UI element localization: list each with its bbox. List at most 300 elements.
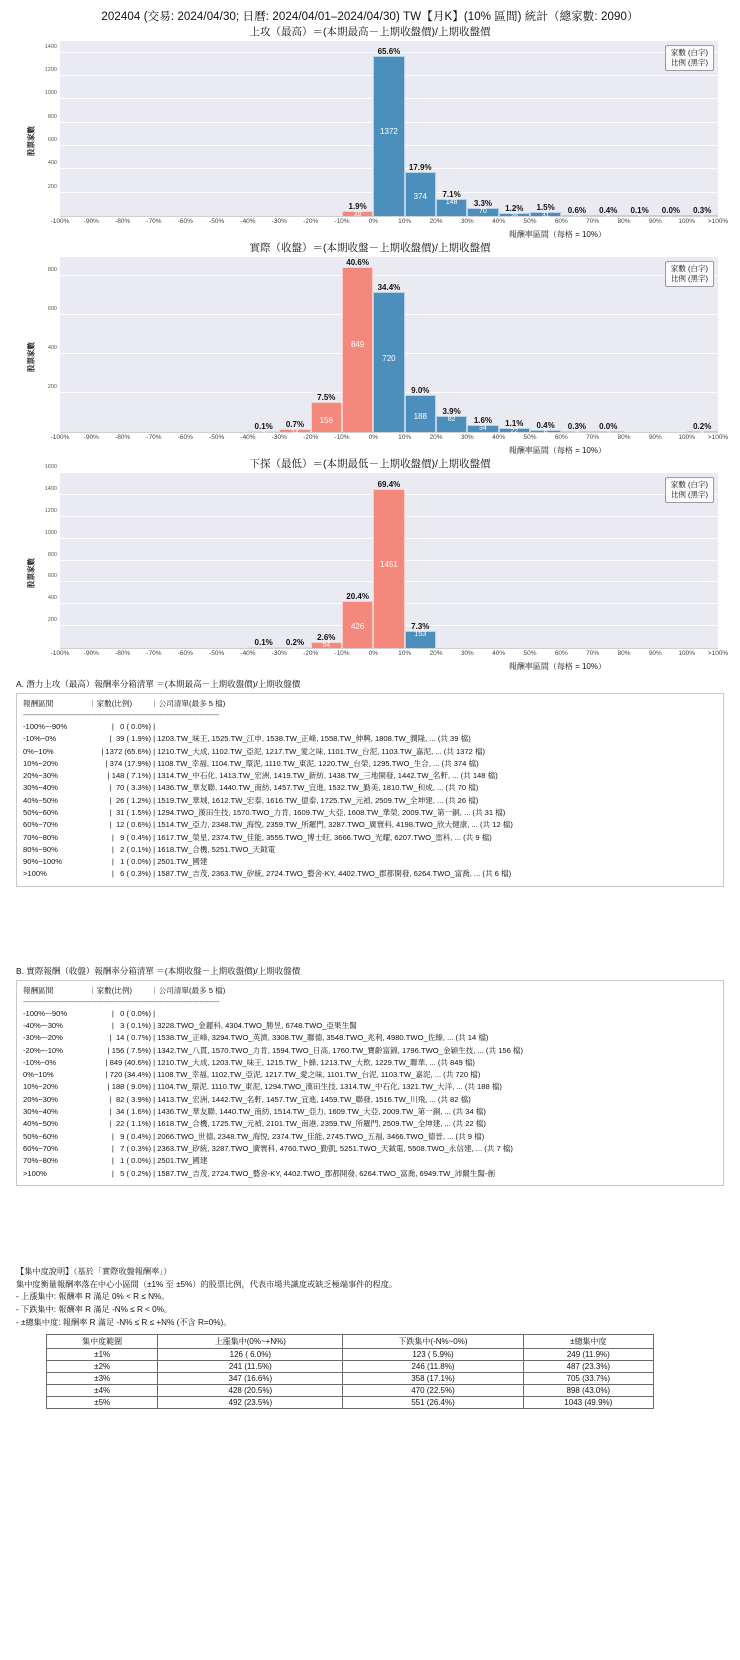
x-tick-label: -30% (271, 218, 287, 225)
bar-bin[interactable] (342, 473, 373, 648)
bar-bin[interactable] (436, 41, 467, 216)
bar[interactable] (405, 622, 436, 648)
section-a-box (16, 693, 724, 887)
section-b-divider: ---------------------------------------------------------------------------------------- (23, 997, 220, 1007)
bin-row (23, 1057, 717, 1069)
x-tick-label: >100% (707, 650, 729, 657)
bin-count: | 7 ( 0.3%) (111, 1143, 151, 1153)
bar[interactable] (279, 420, 310, 437)
bin-count: | 6 ( 0.3%) (111, 869, 151, 879)
bar-bin[interactable] (217, 257, 248, 432)
chart-area (14, 257, 729, 456)
y-tick-label: 200 (47, 617, 57, 624)
bin-range: -10%~0% (23, 1057, 57, 1067)
bin-range: 30%~40% (23, 783, 58, 793)
bar-bin[interactable] (123, 473, 154, 648)
bin-row (23, 868, 717, 880)
bar-count-label: 720 (382, 354, 396, 364)
bar-bin[interactable] (593, 41, 624, 222)
y-tick-label: 1400 (44, 43, 57, 50)
bin-company-list: | 1514.TW_亞力, 2348.TW_海悅, 2359.TW_所羅門, 3287.TWO_廣寰科, 4198.TWO_欣大健康, ... (共 12 檔) (151, 820, 513, 830)
bin-count: | 0 ( 0.0%) (111, 721, 151, 731)
bar-bin[interactable] (311, 473, 342, 648)
bar-bin[interactable] (561, 473, 592, 648)
bar-bin[interactable] (248, 257, 279, 438)
bin-company-list: | 2363.TW_矽統, 3287.TWO_廣寰科, 4760.TWO_勤凱, 5251.TWO_天鉞電, 5508.TWO_永信建, ... (共 7 檔) (151, 1143, 513, 1153)
concentration-column-header: 下跌集中(-N%~0%) (343, 1335, 523, 1349)
x-tick-label: 50% (523, 434, 537, 441)
bar-bin[interactable] (185, 41, 216, 216)
x-axis-label: 報酬率區間（每格 = 10%） (508, 662, 606, 671)
chart-area (14, 41, 729, 240)
charts-container (0, 24, 740, 672)
bar-bin[interactable] (530, 473, 561, 648)
concentration-bullet: - 下跌集中: 報酬率 R 滿足 -N% ≤ R < 0%。 (16, 1304, 173, 1314)
bar[interactable] (687, 421, 718, 438)
bar[interactable] (373, 46, 404, 216)
bin-range: -20%~-10% (23, 1045, 63, 1055)
bin-range: 50%~60% (23, 808, 58, 817)
bin-row (23, 1155, 717, 1167)
chart-2 (0, 240, 740, 456)
bar[interactable] (593, 421, 624, 438)
bar[interactable] (342, 202, 373, 219)
x-tick-label: 20% (429, 218, 443, 225)
x-tick-label: 90% (648, 218, 662, 225)
bar-bin[interactable] (624, 473, 655, 648)
y-tick-label: 800 (47, 113, 57, 120)
bin-row (23, 746, 717, 758)
bin-count: | 39 ( 1.9%) (109, 734, 151, 744)
bar-count-label: 39 (353, 211, 362, 219)
table-cell: 241 (11.5%) (158, 1361, 343, 1373)
bin-company-list: | 1104.TW_環泥, 1110.TW_東泥, 1294.TWO_漢田生技, 1314.TW_中石化, 1321.TW_大洋, ... (共 188 檔) (151, 1082, 502, 1092)
table-cell: 126 ( 6.0%) (158, 1349, 343, 1361)
bar[interactable] (561, 421, 592, 438)
bin-range: 70%~80% (23, 1156, 58, 1166)
bar-bin[interactable] (154, 41, 185, 216)
y-tick-label: 200 (47, 384, 57, 391)
section-b (16, 965, 724, 1186)
x-tick-label: 100% (678, 434, 695, 441)
bar-bin[interactable] (373, 41, 404, 216)
bar-count-label: 12 (573, 214, 581, 222)
bin-count: | 82 ( 3.9%) (109, 1094, 151, 1104)
x-tick-label: 20% (429, 434, 443, 441)
bar-bin[interactable] (185, 473, 216, 648)
x-tick-label: 50% (523, 650, 537, 657)
bar-percent-label: 20.4% (346, 592, 369, 602)
bin-company-list: | 1519.TW_華城, 1612.TW_宏泰, 1616.TW_億泰, 1725.TW_元禎, 2509.TW_全坤建, ... (共 26 檔) (151, 795, 479, 805)
bin-row (23, 1069, 717, 1081)
bin-row (23, 1143, 717, 1155)
bar-bin[interactable] (123, 257, 154, 432)
bar-bin[interactable] (154, 473, 185, 648)
bin-range: 0%~10% (23, 1070, 54, 1080)
table-cell: ±4% (47, 1385, 158, 1397)
bin-row (23, 844, 717, 856)
section-b-rows (23, 1008, 717, 1180)
bin-company-list: | 1618.TW_合機, 1725.TW_元禎, 2101.TW_南港, 2359.TW_所羅門, 2509.TW_全坤建, ... (共 22 檔) (151, 1119, 486, 1129)
table-cell: 428 (20.5%) (158, 1385, 343, 1397)
x-tick-label: 10% (398, 218, 412, 225)
bar-bin[interactable] (593, 473, 624, 648)
legend-line-1: 家數 (白字) (670, 480, 708, 489)
bin-row (23, 758, 717, 770)
concentration-column-header: 上漲集中(0%~+N%) (158, 1335, 343, 1349)
x-tick-label: 80% (617, 650, 631, 657)
bin-row (23, 807, 717, 819)
x-tick-label: -20% (303, 218, 319, 225)
bin-range: 30%~40% (23, 1107, 58, 1117)
x-tick-label: >100% (707, 218, 729, 225)
y-tick-label: 800 (47, 267, 57, 274)
table-row (47, 1397, 654, 1409)
y-tick-label: 600 (47, 137, 57, 143)
concentration-table-header-row (47, 1335, 654, 1349)
bar-count-label: 9 (606, 214, 611, 222)
bin-count: | 849 (40.6%) (105, 1057, 151, 1067)
table-cell: 249 (11.9%) (523, 1349, 653, 1361)
table-cell: ±2% (47, 1361, 158, 1373)
bar-bin[interactable] (279, 473, 310, 654)
table-cell: 898 (43.0%) (523, 1385, 653, 1397)
bar-bin[interactable] (436, 257, 467, 432)
plot-wrap (47, 257, 718, 438)
x-tick-label: 10% (398, 650, 412, 657)
bar-bin[interactable] (499, 41, 530, 220)
legend-line-1: 家數 (白字) (670, 264, 708, 273)
bar-bin[interactable] (499, 257, 530, 435)
x-tick-label: 60% (554, 650, 568, 657)
bar[interactable] (561, 205, 592, 222)
bar-count-label: 7 (574, 430, 579, 438)
bin-count: | 374 (17.9%) (105, 758, 151, 768)
legend-line-2: 比例 (黑字) (670, 490, 708, 500)
x-tick-label: 60% (554, 218, 568, 225)
bin-company-list: | 1587.TW_吉茂, 2363.TW_矽統, 2724.TWO_藝舍-KY, 4402.TWO_郡都開發, 6264.TWO_富喬, ... (共 6 檔) (151, 869, 512, 879)
bin-company-list: | 1436.TW_華友聯, 1440.TW_南紡, 1457.TW_宜進, 1532.TW_勤美, 1810.TW_和成, ... (共 70 檔) (151, 783, 479, 793)
x-tick-label: -10% (334, 434, 350, 441)
bar-bin[interactable] (91, 257, 122, 432)
bar-bin[interactable] (405, 257, 436, 432)
bin-row (23, 782, 717, 794)
y-tick-label: 600 (47, 306, 57, 313)
bin-row (23, 1131, 717, 1143)
concentration-bullet: - ±總集中度: 報酬率 R 滿足 -N% ≤ R ≤ +N% (不含 R=0%)。 (16, 1317, 232, 1327)
bin-row (23, 795, 717, 807)
bar-percent-label: 7.1% (442, 189, 461, 199)
chart-caption: 實際（收盤）＝(本期收盤－上期收盤價)/上期收盤價 (249, 242, 491, 254)
bar-percent-label: 1.5% (536, 203, 555, 213)
bin-company-list: | 1587.TW_吉茂, 2724.TWO_藝舍-KY, 4402.TWO_郡都開發, 6264.TWO_富喬, 6949.TW_沛爾生醫-創 (151, 1168, 496, 1178)
bar-bin[interactable] (248, 41, 279, 216)
bar-bin[interactable] (530, 41, 561, 220)
table-row (47, 1373, 654, 1385)
x-tick-label: 30% (460, 650, 474, 657)
bin-count: | 12 ( 0.6%) (109, 820, 151, 830)
y-axis-label: 股票家數 (26, 125, 36, 156)
bar-bin[interactable] (405, 473, 436, 648)
bin-row (23, 832, 717, 844)
y-tick-label: 1000 (44, 90, 57, 97)
bar[interactable] (655, 205, 686, 222)
chart-3 (0, 456, 740, 672)
bar-count-label: 2 (637, 214, 642, 222)
bin-range: 40%~50% (23, 1119, 58, 1129)
table-row (47, 1385, 654, 1397)
x-tick-label: 60% (554, 434, 568, 441)
bin-count: | 9 ( 0.4%) (111, 1131, 151, 1141)
bar-bin[interactable] (624, 41, 655, 222)
bar-count-label: 70 (479, 207, 487, 215)
bar-bin[interactable] (311, 257, 342, 432)
x-tick-label: -90% (83, 218, 99, 225)
plot-canvas (47, 257, 718, 438)
bar-count-label: 5 (700, 430, 705, 438)
bin-count: | 148 ( 7.1%) (107, 771, 151, 781)
concentration-section (16, 1266, 724, 1410)
chart-1 (0, 24, 740, 240)
bin-range: 10%~20% (23, 1082, 58, 1092)
bar-bin[interactable] (217, 41, 248, 216)
bin-range: 80%~90% (23, 844, 58, 854)
bar[interactable] (593, 205, 624, 222)
bar-percent-label: 0.0% (599, 421, 618, 431)
bar-bin[interactable] (123, 41, 154, 216)
bar-count-label: 54 (322, 642, 331, 650)
table-row (47, 1361, 654, 1373)
bar-percent-label: 34.4% (377, 283, 401, 292)
x-axis-label: 報酬率區間（每格 = 10%） (508, 446, 606, 455)
bin-company-list: | 1538.TW_正峰, 3294.TWO_英濟, 3308.TW_聯德, 3548.TWO_兆利, 4980.TWO_佐臻, ... (共 14 檔) (151, 1033, 489, 1043)
x-tick-label: -90% (83, 434, 99, 441)
bin-range: 0%~10% (23, 746, 54, 756)
bar-count-label: 374 (413, 192, 427, 202)
bar-percent-label: 3.9% (442, 407, 461, 417)
bar-bin[interactable] (60, 473, 91, 648)
bar-bin[interactable] (373, 257, 404, 432)
bin-range: 60%~70% (23, 820, 58, 830)
bar-count-label: 2 (261, 646, 266, 654)
bin-range: 20%~30% (23, 1094, 58, 1104)
bar[interactable] (499, 203, 530, 220)
bar-bin[interactable] (248, 473, 279, 654)
bin-company-list: | 3228.TWO_金麗科, 4304.TWO_勝昱, 6748.TWO_亞果生醫 (151, 1021, 357, 1030)
bar-bin[interactable] (311, 41, 342, 216)
bar-bin[interactable] (467, 257, 498, 432)
y-tick-label: 1600 (44, 464, 57, 470)
bin-row (23, 1081, 717, 1093)
bin-row (23, 770, 717, 782)
bar-percent-label: 0.2% (285, 637, 305, 647)
bar-bin[interactable] (467, 473, 498, 648)
bin-count: | 31 ( 1.5%) (109, 808, 151, 817)
table-cell: 705 (33.7%) (523, 1373, 653, 1385)
concentration-column-header: 集中度範圍 (47, 1335, 158, 1349)
bin-company-list: | 1617.TW_榮星, 2374.TW_佳能, 3555.TWO_博士旺, 3666.TWO_光耀, 6207.TWO_雷科, ... (共 9 檔) (151, 832, 492, 842)
x-tick-label: -100% (50, 434, 70, 441)
bar-bin[interactable] (154, 257, 185, 432)
bin-count: | 1 ( 0.0%) (111, 857, 151, 867)
x-tick-label: -60% (177, 650, 193, 657)
bin-company-list: | 1203.TW_味王, 1525.TW_江申, 1538.TW_正峰, 1558.TW_伸興, 1808.TW_潤隆, ... (共 39 檔) (151, 734, 471, 744)
bar-bin[interactable] (467, 41, 498, 216)
x-tick-label: -50% (209, 650, 225, 657)
bin-count: | 720 (34.4%) (105, 1070, 151, 1080)
y-axis-label: 股票家數 (26, 341, 36, 372)
bar-count-label: 1 (668, 214, 673, 222)
x-tick-label: 0% (368, 218, 379, 225)
bar-count-label: 22 (510, 427, 519, 435)
x-tick-label: 30% (460, 218, 474, 225)
bar-count-label: 26 (510, 212, 519, 220)
bin-company-list: | 1436.TW_華友聯, 1440.TW_南紡, 1514.TW_亞力, 1609.TW_大亞, 2009.TW_第一銅, ... (共 34 檔) (151, 1107, 486, 1117)
table-cell: ±1% (47, 1349, 158, 1361)
bar-bin[interactable] (217, 473, 248, 648)
bin-range: 20%~30% (23, 771, 58, 781)
table-cell: 470 (22.5%) (343, 1385, 523, 1397)
bar-percent-label: 0.2% (693, 421, 712, 431)
bar-percent-label: 3.3% (473, 198, 493, 208)
x-tick-label: -10% (334, 650, 350, 657)
bar[interactable] (248, 637, 279, 654)
x-tick-label: 0% (368, 434, 379, 441)
x-tick-label: 80% (617, 218, 631, 225)
bin-company-list: | 2501.TW_國建 (151, 857, 208, 867)
bin-count: | 156 ( 7.5%) (107, 1045, 151, 1055)
bar[interactable] (373, 283, 404, 432)
x-tick-label: -100% (50, 650, 70, 657)
bin-company-list: | 1413.TW_宏洲, 1442.TW_名軒, 1457.TW_宜進, 1459.TW_聯發, 1516.TW_川飛, ... (共 82 檔) (151, 1094, 471, 1104)
legend-line-2: 比例 (黑字) (670, 58, 708, 68)
y-tick-label: 1000 (44, 529, 57, 536)
chart-legend (665, 477, 714, 503)
x-tick-label: 30% (460, 434, 474, 441)
bin-count: | 70 ( 3.3%) (109, 783, 151, 793)
bin-company-list: | 1108.TW_幸福, 1104.TW_環泥, 1110.TW_東泥, 1220.TW_台榮, 1295.TWO_生合, ... (共 374 檔) (151, 758, 479, 768)
bar-count-label: 82 (447, 416, 456, 424)
bin-count: | 0 ( 0.0%) (111, 1008, 151, 1018)
table-cell: 551 (26.4%) (343, 1397, 523, 1409)
bar-percent-label: 7.5% (317, 392, 336, 402)
bar-bin[interactable] (60, 257, 91, 432)
x-tick-label: 100% (678, 218, 695, 225)
bar-count-label: 153 (414, 631, 427, 639)
legend-line-1: 家數 (白字) (670, 48, 708, 57)
bar-bin[interactable] (561, 257, 592, 438)
bar-percent-label: 0.3% (567, 421, 587, 431)
bin-range: -100%~-90% (23, 1008, 68, 1018)
x-tick-label: 90% (648, 434, 662, 441)
bar-bin[interactable] (530, 257, 561, 438)
concentration-heading: 【集中度說明】（基於「實際收盤報酬率」） (16, 1266, 172, 1276)
bar-bin[interactable] (185, 257, 216, 432)
bar-count-label: 1451 (380, 559, 398, 569)
bar-bin[interactable] (593, 257, 624, 438)
bar-percent-label: 0.3% (693, 205, 712, 215)
table-cell: 347 (16.6%) (158, 1373, 343, 1385)
bar[interactable] (248, 421, 279, 438)
bin-range: -40%~-30% (23, 1021, 63, 1030)
bar[interactable] (687, 205, 718, 222)
x-tick-label: 40% (492, 218, 506, 225)
bin-count: | 9 ( 0.4%) (111, 832, 151, 842)
concentration-bullet: - 上漲集中: 報酬率 R 滿足 0% < R ≤ N%。 (16, 1292, 170, 1302)
section-a (16, 678, 724, 887)
x-tick-label: -70% (146, 434, 162, 441)
x-tick-label: 90% (648, 650, 662, 657)
bin-row (23, 1168, 717, 1180)
x-tick-label: -40% (240, 434, 256, 441)
bin-row (23, 856, 717, 868)
bar-count-label: 9 (543, 430, 548, 438)
bar-percent-label: 0.1% (254, 637, 273, 647)
table-cell: ±5% (47, 1397, 158, 1409)
bar-bin[interactable] (91, 473, 122, 648)
y-axis-label: 股票家數 (26, 557, 36, 588)
bar-percent-label: 0.4% (536, 421, 555, 431)
bar-bin[interactable] (342, 41, 373, 219)
bin-count: | 34 ( 1.6%) (109, 1107, 151, 1117)
x-tick-label: -100% (50, 218, 70, 225)
x-tick-label: -60% (177, 218, 193, 225)
x-tick-label: -50% (209, 218, 225, 225)
bar[interactable] (279, 637, 310, 654)
chart-caption: 下探（最低）＝(本期最低－上期收盤價)/上期收盤價 (249, 458, 491, 470)
bar[interactable] (311, 392, 342, 432)
bar-count-label: 1372 (380, 126, 398, 136)
bar[interactable] (311, 633, 342, 650)
y-tick-label: 1200 (44, 507, 57, 514)
bin-company-list: | 2066.TWO_世德, 2348.TW_海悅, 2374.TW_佳能, 2745.TWO_五福, 3466.TWO_德晉, ... (共 9 檔) (151, 1131, 485, 1141)
bar-bin[interactable] (561, 41, 592, 222)
x-tick-label: -70% (146, 218, 162, 225)
bin-range: 90%~100% (23, 857, 63, 867)
bin-row (23, 1106, 717, 1118)
bar-bin[interactable] (279, 257, 310, 437)
bin-range: >100% (23, 869, 47, 879)
bar-bin[interactable] (436, 473, 467, 648)
x-tick-label: -80% (115, 650, 131, 657)
table-cell: 246 (11.8%) (343, 1361, 523, 1373)
bar-bin[interactable] (499, 473, 530, 648)
bin-count: | 14 ( 0.7%) (109, 1033, 151, 1043)
bar-bin[interactable] (279, 41, 310, 216)
bin-company-list: | 1314.TW_中石化, 1413.TW_宏洲, 1419.TW_新紡, 1438.TW_三地開發, 1442.TW_名軒, ... (共 148 檔) (151, 771, 498, 781)
bar-count-label: 5 (293, 646, 297, 654)
x-tick-label: 20% (429, 650, 443, 657)
bar-bin[interactable] (60, 41, 91, 216)
bar-bin[interactable] (91, 41, 122, 216)
bar[interactable] (624, 205, 655, 222)
bar-bin[interactable] (624, 257, 655, 432)
bin-count: | 1372 (65.6%) (101, 746, 151, 756)
bin-count: | 188 ( 9.0%) (107, 1082, 151, 1092)
bin-range: 70%~80% (23, 832, 58, 842)
bar-percent-label: 1.1% (505, 418, 524, 428)
bin-range: -30%~-20% (23, 1033, 63, 1043)
bar-count-label: 1 (606, 430, 611, 438)
x-tick-label: 70% (586, 434, 600, 441)
bar-percent-label: 0.7% (285, 420, 305, 430)
y-tick-label: 800 (47, 551, 57, 558)
bar[interactable] (342, 592, 373, 648)
bin-company-list: | 1618.TW_合機, 5251.TWO_天鉞電 (151, 844, 276, 854)
bin-count: | 2 ( 0.1%) (111, 844, 151, 854)
bar-percent-label: 9.0% (411, 386, 430, 396)
bin-count: | 26 ( 1.2%) (109, 795, 151, 805)
